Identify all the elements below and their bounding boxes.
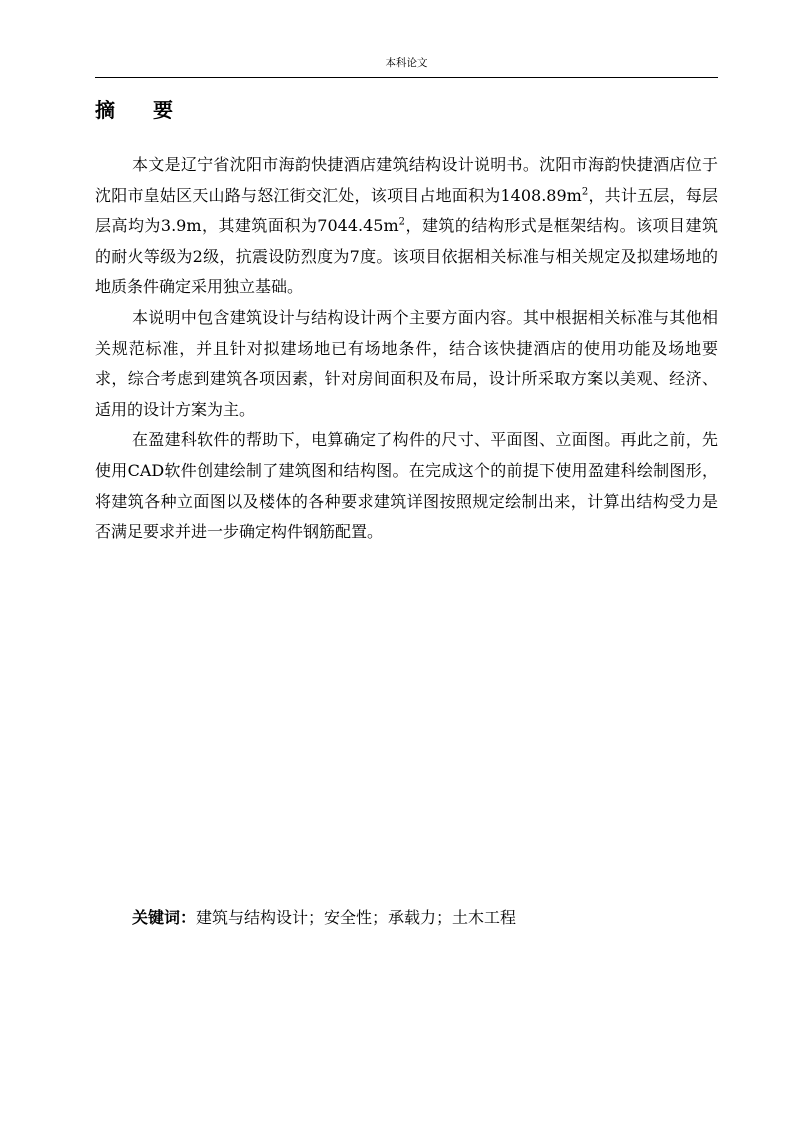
keywords-label: 关键词： bbox=[132, 908, 197, 927]
abstract-title bbox=[95, 96, 173, 124]
keywords-line bbox=[132, 905, 516, 931]
abstract-paragraph-2: 本说明中包含建筑设计与结构设计两个主要方面内容。其中根据相关标准与其他相关规范标准，并且针对拟建场地已有场地条件，结合该快捷酒店的使用功能及场地要求，综合考虑到建筑各项因素，针对房间面积及布局，设计所采取方案以美观、经济、适用的设计方案为主。 bbox=[95, 307, 718, 419]
page-header: 本科论文 bbox=[385, 57, 428, 69]
abstract-title-char-2: 要 bbox=[153, 98, 173, 122]
superscript-area-unit: 2 bbox=[581, 186, 589, 198]
abstract-paragraph-1 bbox=[95, 150, 718, 303]
abstract-body bbox=[95, 150, 718, 548]
paragraph-1-part-b: ，共计五层，每层层高均为3.9m，其建筑面积为7044.45m bbox=[95, 185, 718, 236]
abstract-paragraph-3: 在盈建科软件的帮助下，电算确定了构件的尺寸、平面图、立面图。再此之前，先使用CAD软件创建绘制了建筑图和结构图。在完成这个的前提下使用盈建科绘制图形，将建筑各种立面图以及楼体的各种要求建筑详图按照规定绘制出来，计算出结构受力是否满足要求并进一步确定构件钢筋配置。 bbox=[95, 430, 718, 542]
header-rule bbox=[95, 77, 718, 78]
superscript-area-unit: 2 bbox=[398, 216, 405, 228]
paragraph-1-part-c: ，建筑的结构形式是框架结构。该项目建筑的耐火等级为2级，抗震设防烈度为7度。该项目依据相关标准与相关规定及拟建场地的地质条件确定采用独立基础。 bbox=[95, 216, 718, 297]
abstract-title-char-1: 摘 bbox=[95, 98, 115, 122]
keywords-text: 建筑与结构设计；安全性；承载力；土木工程 bbox=[196, 908, 517, 927]
paragraph-1-part-a: 本文是辽宁省沈阳市海韵快捷酒店建筑结构设计说明书。沈阳市海韵快捷酒店位于沈阳市皇姑区天山路与怒江街交汇处，该项目占地面积为1408.89m bbox=[95, 155, 718, 205]
